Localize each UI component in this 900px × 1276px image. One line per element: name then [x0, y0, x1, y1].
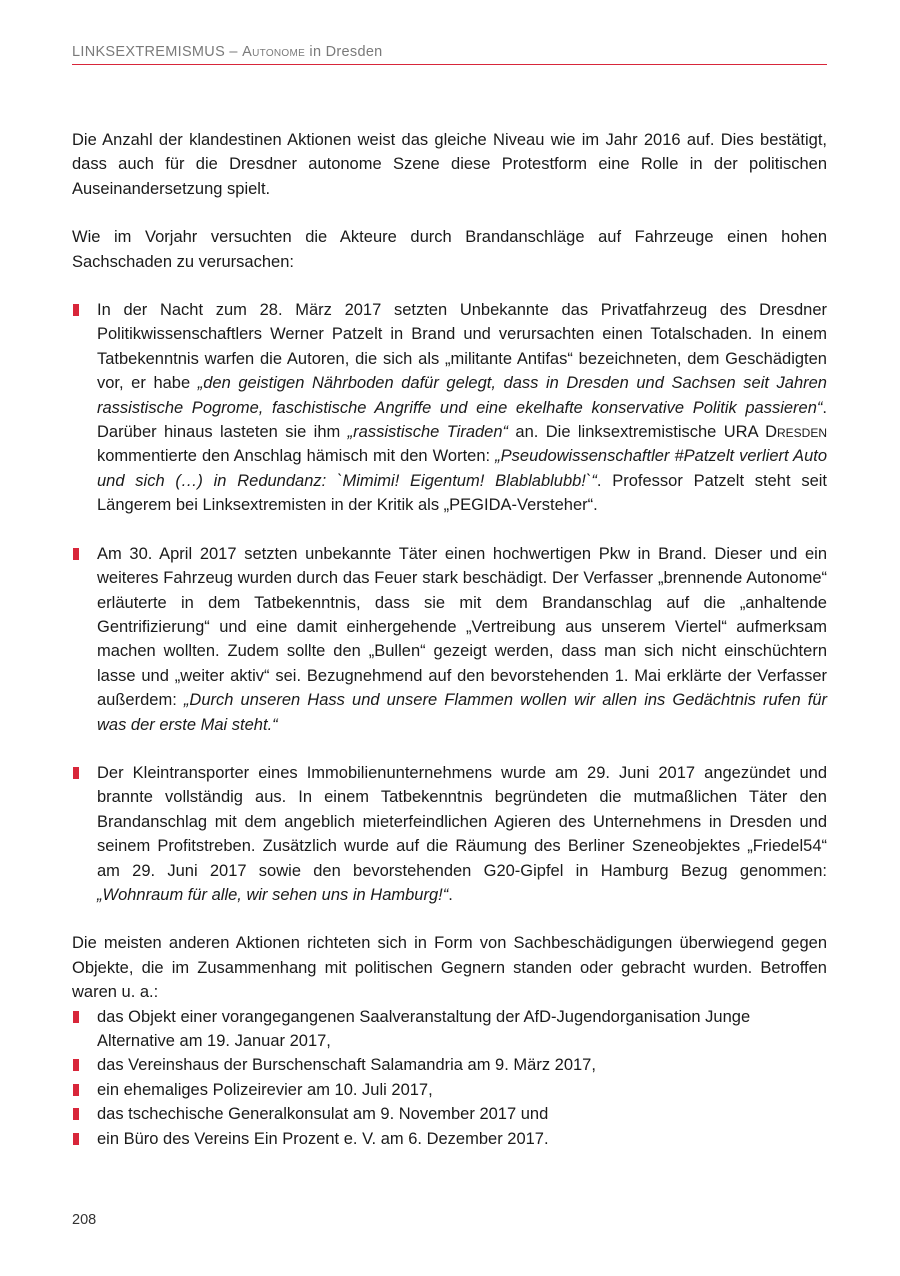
bullet-marker: [73, 1084, 79, 1096]
incident-text: Am 30. April 2017 setzten unbekannte Täter einen hochwertigen Pkw in Brand. Dieser und ein weiteres Fahrzeug wurden durch das Feuer stark beschädigt. Der Verfasser „brennende Autonome“ erläuterte in dem Tatbekenntnis, dass sie mit dem Brandanschlag auf die „anhaltende Gentrifizierung“ und eine damit einhergehende „Vertreibung aus unserem Viertel“ aufmerksam machen wollten. Zudem sollte den „Bullen“ gezeigt werden, dass man sich nicht einschüchtern lasse und „weiter aktiv“ sei. Bezugnehmend auf den bevorstehenden 1. Mai erklärte der Verfasser außerdem:: [97, 544, 827, 710]
target-text: ein ehemaliges Polizeirevier am 10. Juli 2017,: [97, 1080, 433, 1099]
list-item: [72, 1005, 827, 1054]
target-text: das Vereinshaus der Burschenschaft Salamandria am 9. März 2017,: [97, 1056, 596, 1075]
incident-item-april: [72, 542, 827, 737]
header-separator: –: [225, 44, 243, 60]
bullet-marker: [73, 1011, 79, 1023]
incident-text: an. Die linksextremistische URA: [508, 423, 766, 442]
incident-text: . Darüber hinaus lasteten sie ihm: [97, 398, 827, 442]
paragraph-intro: Die Anzahl der klandestinen Aktionen weist das gleiche Niveau wie im Jahr 2016 auf. Dies bestätigt, dass auch für die Dresdner autonome Szene diese Protestform eine Rolle in der politischen Auseinandersetzung spielt.: [72, 131, 827, 198]
incident-quote: „Wohnraum für alle, wir sehen uns in Hamburg!“: [97, 885, 449, 904]
paragraph-other-actions: Die meisten anderen Aktionen richteten sich in Form von Sachbeschädigungen überwiegend gegen Objekte, die im Zusammenhang mit politischen Gegnern standen oder gebracht wurden. Betroffen waren u. a.:: [72, 934, 827, 1002]
list-item: [72, 1078, 827, 1102]
bullet-marker: [73, 767, 79, 779]
list-item: [72, 1127, 827, 1151]
incident-smallcaps: Dresden: [765, 423, 827, 442]
incident-text: .: [448, 885, 453, 904]
bullet-marker: [73, 1108, 79, 1120]
incident-quote: „rassistische Tiraden“: [347, 423, 509, 442]
bullet-marker: [73, 1133, 79, 1145]
incident-item-june: [72, 761, 827, 907]
target-text: das tschechische Generalkonsulat am 9. November 2017 und: [97, 1105, 549, 1124]
target-list: [72, 1005, 827, 1151]
incident-text: . Professor Patzelt steht seit Längerem bei Linksextremisten in der Kritik als „PEGIDA-Versteher“.: [97, 471, 827, 515]
header-title: LINKSEXTREMISMUS: [72, 44, 226, 60]
incident-quote: „Durch unseren Hass und unsere Flammen wollen wir allen ins Gedächtnis rufen für was der erste Mai steht.“: [97, 691, 828, 734]
incident-text: In der Nacht zum 28. März 2017 setzten Unbekannte das Privatfahrzeug des Dresdner Politikwissenschaftlers Werner Patzelt in Brand und verursachten einen Totalschaden. In einem Tatbekenntnis warfen die Autoren, die sich als „militante Antifas“ bezeichneten, dem Geschädigten vor, er habe: [97, 301, 827, 393]
incident-list: [72, 298, 827, 907]
target-text: ein Büro des Vereins Ein Prozent e. V. am 6. Dezember 2017.: [97, 1129, 549, 1148]
incident-text: kommentierte den Anschlag hämisch mit den Worten:: [97, 447, 496, 466]
list-item: [72, 1053, 827, 1077]
incident-quote: „Pseudowissenschaftler #Patzelt verliert Auto und sich (…) in Redundanz: `Mimimi! Eigentum! Blablablubb!`“: [97, 447, 827, 490]
paragraph-arson-intro: Wie im Vorjahr versuchten die Akteure durch Brandanschläge auf Fahrzeuge einen hohen Sachschaden zu verursachen:: [72, 228, 827, 271]
bullet-marker: [73, 548, 79, 560]
list-item: [72, 1102, 827, 1126]
incident-item-patzelt: [72, 298, 827, 518]
bullet-marker: [73, 1059, 79, 1071]
running-header: [72, 44, 827, 65]
incident-text: Der Kleintransporter eines Immobilienunternehmens wurde am 29. Juni 2017 angezündet und brannte vollständig aus. In einem Tatbekenntnis begründeten die mutmaßlichen Täter den Brandanschlag mit dem angeblich mieterfeindlichen Agieren des Unternehmens in Dresden und seinem Profitstreben. Zusätzlich wurde auf die Räumung des Berliner Szeneobjektes „Friedel54“ am 29. Juni 2017 sowie den bevorstehenden G20-Gipfel in Hamburg Bezug genommen:: [97, 763, 827, 880]
incident-quote: „den geistigen Nährboden dafür gelegt, dass in Dresden und Sachsen seit Jahren rassistische Pogrome, faschistische Angriffe und eine ekelhafte konservative Politik passieren“: [97, 374, 827, 417]
target-text: das Objekt einer vorangegangenen Saalveranstaltung der AfD-Jugendorganisation Junge Alternative am 19. Januar 2017,: [97, 1007, 751, 1050]
page-number: 208: [72, 1212, 97, 1228]
header-subtitle-rest: in Dresden: [305, 44, 383, 60]
bullet-marker: [73, 304, 79, 316]
header-subtitle-smallcaps: Autonome: [242, 44, 306, 60]
main-content: [72, 128, 827, 1151]
